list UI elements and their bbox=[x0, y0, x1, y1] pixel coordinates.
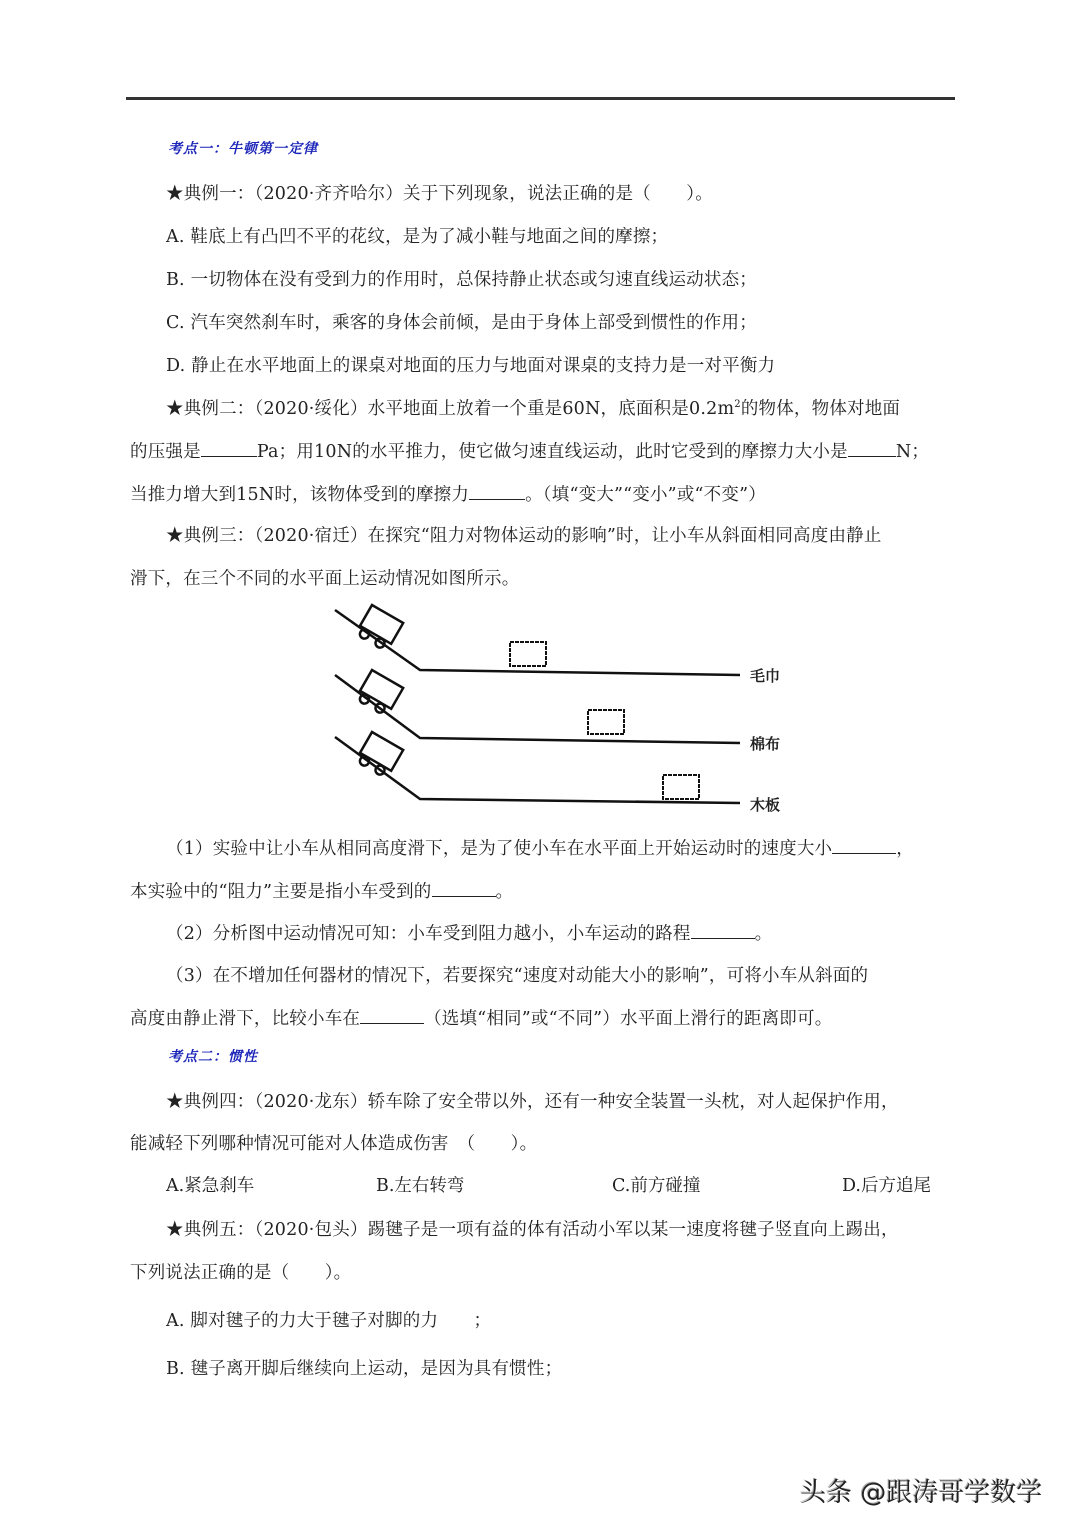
example2-line3 bbox=[130, 481, 766, 506]
example3-q3-line2 bbox=[130, 1005, 832, 1030]
question-text: （1）实验中让小车从相同高度滑下，是为了使小车在水平面上开始运动时的速度大小 bbox=[166, 839, 833, 859]
answer-blank[interactable] bbox=[360, 1006, 424, 1025]
example4-option-c: C.前方碰撞 bbox=[612, 1176, 701, 1196]
example3-line1: ★典例三：（2020·宿迁）在探究“阻力对物体运动的影响”时，让小车从斜面相同高度由静止 bbox=[166, 526, 882, 546]
example4-line2: 能减轻下列哪种情况可能对人体造成伤害 （ ）。 bbox=[130, 1134, 538, 1154]
example2-text: N； bbox=[895, 442, 930, 462]
question-text: 本实验中的“阻力”主要是指小车受到的 bbox=[130, 882, 432, 902]
example3-line2: 滑下，在三个不同的水平面上运动情况如图所示。 bbox=[130, 569, 520, 589]
example2-line2 bbox=[130, 438, 929, 463]
surface-label-cotton: 棉布 bbox=[750, 735, 781, 753]
cart-icon bbox=[355, 605, 403, 652]
example1-option-c: C. 汽车突然刹车时，乘客的身体会前倾，是由于身体上部受到惯性的作用； bbox=[166, 313, 757, 333]
experiment-figure bbox=[330, 595, 790, 820]
example2-text: 。（填“变大”“变小”或“不变”） bbox=[525, 485, 766, 505]
example3-q2 bbox=[166, 920, 772, 945]
example2-text: 的压强是 bbox=[130, 442, 201, 462]
answer-blank[interactable] bbox=[691, 921, 755, 940]
example2-line1 bbox=[166, 395, 900, 420]
section2-heading: 考点二：惯性 bbox=[168, 1049, 258, 1065]
question-text: （选填“相同”或“不同”）水平面上滑行的距离即可。 bbox=[424, 1009, 833, 1029]
example1-option-a: A. 鞋底上有凸凹不平的花纹，是为了减小鞋与地面之间的摩擦； bbox=[166, 227, 669, 247]
example3-q1-line1 bbox=[166, 835, 914, 860]
section1-heading: 考点一：牛顿第一定律 bbox=[168, 141, 318, 157]
surface-label-wood: 木板 bbox=[750, 796, 781, 814]
example1-option-b: B. 一切物体在没有受到力的作用时，总保持静止状态或匀速直线运动状态； bbox=[166, 270, 757, 290]
question-text: （2）分析图中运动情况可知：小车受到阻力越小，小车运动的路程 bbox=[166, 924, 691, 944]
ramp-diagram bbox=[330, 595, 790, 820]
example2-text: 当推力增大到15N时，该物体受到的摩擦力 bbox=[130, 485, 470, 505]
question-text: 。 bbox=[495, 882, 514, 902]
answer-blank[interactable] bbox=[832, 836, 896, 855]
answer-blank[interactable] bbox=[432, 879, 496, 898]
example4-option-b: B.左右转弯 bbox=[376, 1176, 465, 1196]
example3-q1-line2 bbox=[130, 878, 513, 903]
watermark: 头条 @跟涛哥学数学 bbox=[800, 1478, 1043, 1508]
superscript: 2 bbox=[734, 399, 741, 411]
example3-q3-line1: （3）在不增加任何器材的情况下，若要探究“速度对动能大小的影响”，可将小车从斜面的 bbox=[166, 966, 869, 986]
example5-line2: 下列说法正确的是（ ）。 bbox=[130, 1263, 352, 1283]
example4-option-a: A.紧急刹车 bbox=[166, 1176, 255, 1196]
question-text: 高度由静止滑下，比较小车在 bbox=[130, 1009, 361, 1029]
question-text: ， bbox=[896, 839, 914, 859]
answer-blank[interactable] bbox=[848, 439, 896, 458]
question-text: 。 bbox=[754, 924, 773, 944]
answer-blank[interactable] bbox=[201, 439, 257, 458]
example5-line1: ★典例五：（2020·包头）踢毽子是一项有益的体有活动小军以某一速度将毽子竖直向上踢出， bbox=[166, 1220, 899, 1240]
example4-line1: ★典例四：（2020·龙东）轿车除了安全带以外，还有一种安全装置一头枕，对人起保护作用， bbox=[166, 1092, 899, 1112]
example2-text: ★典例二：（2020·绥化）水平地面上放着一个重是60N，底面积是0.2m bbox=[166, 399, 735, 419]
header-rule bbox=[126, 97, 955, 100]
example2-text: 的物体，物体对地面 bbox=[740, 399, 901, 419]
example2-text: Pa；用10N的水平推力，使它做匀速直线运动，此时它受到的摩擦力大小是 bbox=[256, 442, 848, 462]
cart-icon bbox=[355, 732, 403, 779]
answer-blank[interactable] bbox=[469, 482, 525, 501]
example4-option-d: D.后方追尾 bbox=[842, 1176, 931, 1196]
example1-option-d: D. 静止在水平地面上的课桌对地面的压力与地面对课桌的支持力是一对平衡力 bbox=[166, 356, 776, 376]
surface-label-towel: 毛巾 bbox=[750, 667, 781, 685]
example5-option-b: B. 毽子离开脚后继续向上运动，是因为具有惯性； bbox=[166, 1359, 563, 1379]
cart-icon bbox=[355, 670, 403, 717]
example5-option-a: A. 脚对毽子的力大于毽子对脚的力 ； bbox=[166, 1311, 492, 1331]
example1-stem: ★典例一：（2020·齐齐哈尔）关于下列现象，说法正确的是（ ）。 bbox=[166, 184, 713, 204]
